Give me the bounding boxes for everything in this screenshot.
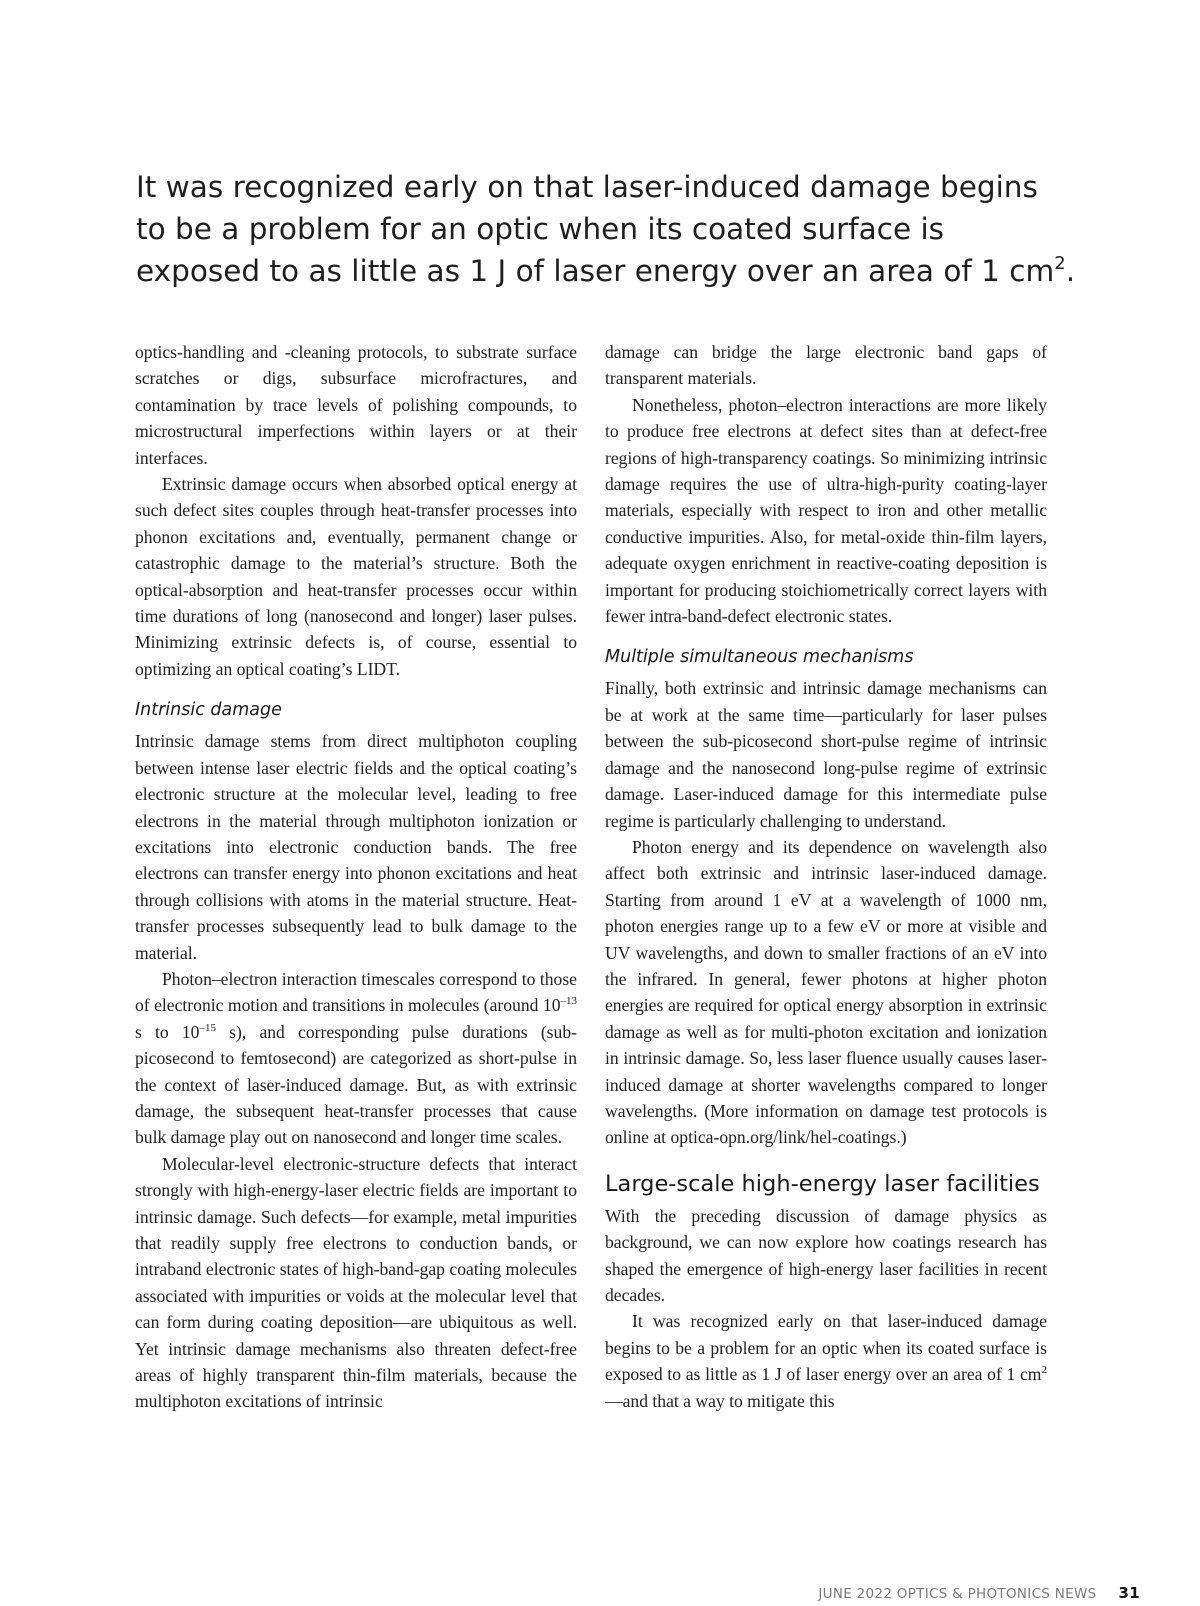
pull-quote-superscript: 2 [1054,253,1066,274]
text-run: Photon–electron interaction timescales correspond to those of electronic motion and transitions in molecules (around 10 [135,968,577,1016]
paragraph: Finally, both extrinsic and intrinsic damage mechanisms can be at work at the same time—particularly for laser pulses between the sub-picosecond short-pulse regime of intrinsic damage and the nanosecond long-pulse regime of extrinsic damage. Laser-induced damage for this intermediate pulse regime is particularly challenging to understand. [605,678,1047,831]
paragraph [605,1308,1047,1414]
text-run: —and that a way to mitigate this [605,1390,835,1411]
text-run: s), and corresponding pulse durations (sub-picosecond to femtosecond) are categorized as short-pulse in the context of laser-induced damage. But, as with extrinsic damage, the subsequent heat-transfer processes that cause bulk damage play out on nanosecond and longer time scales. [135,1021,577,1148]
paragraph: Photon energy and its dependence on wavelength also affect both extrinsic and intrinsic laser-induced damage. Starting from around 1 eV at a wavelength of 1000 nm, photon energies range up to a few eV or more at visible and UV wavelengths, and down to smaller fractions of an eV into the infrared. In general, fewer photons at higher photon energies are required for optical energy absorption in extrinsic damage as well as for multi-photon excitation and ionization in intrinsic damage. So, less laser fluence usually causes laser-induced damage at shorter wavelengths compared to longer wavelengths. (More information on damage test protocols is online at optica-opn.org/link/hel-coatings.) [605,836,1047,1148]
pull-quote-text: It was recognized early on that laser-induced damage begins to be a problem for an optic when its coated surface is exposed to as little as 1 J of laser energy over an area of 1 cm [136,170,1055,288]
pull-quote-end: . [1065,254,1076,288]
paragraph: Intrinsic damage stems from direct multiphoton coupling between intense laser electric fields and the optical coating’s electronic structure at the molecular level, leading to free electrons in the material through multiphoton ionization or excitations into electronic conduction bands. The free electrons can transfer energy into phonon excitations and heat through collisions with atoms in the material structure. Heat-transfer processes subsequently lead to bulk damage to the material. [135,731,577,963]
paragraph: With the preceding discussion of damage physics as background, we can now explore how coatings research has shaped the emergence of high-energy laser facilities in recent decades. [605,1205,1047,1305]
text-run: s to 10 [135,1021,200,1042]
page-number: 31 [1118,1584,1140,1602]
exponent: –15 [199,1021,216,1034]
subheading-intrinsic-damage: Intrinsic damage [135,700,282,721]
paragraph: Extrinsic damage occurs when absorbed optical energy at such defect sites couples through heat-transfer processes into phonon excitations and, eventually, permanent change or catastrophic damage to the material’s structure. Both the optical-absorption and heat-transfer processes occur within time durations of long (nanosecond and longer) laser pulses. Minimizing extrinsic defects is, of course, essential to optimizing an optical coating’s LIDT. [135,474,577,679]
paragraph: damage can bridge the large electronic band gaps of transparent materials. [605,342,1047,389]
paragraph: Molecular-level electronic-structure defects that interact strongly with high-energy-laser electric fields are important to intrinsic damage. Such defects—for example, metal impurities that readily supply free electrons to conduction bands, or intraband electronic states of high-band-gap coating molecules associated with impurities or voids at the molecular level that can form during coating deposition—are ubiquitous as well. Yet intrinsic damage mechanisms also threaten defect-free areas of highly transparent thin-film materials, because the multiphoton excitations of intrinsic [135,1153,577,1412]
page-footer [600,1584,1140,1602]
left-column [135,339,577,1415]
text-run: It was recognized early on that laser-induced damage begins to be a problem for an optic when its coated surface is exposed to as little as 1 J of laser energy over an area of 1 cm [605,1311,1047,1385]
paragraph: Nonetheless, photon–electron interactions are more likely to produce free electrons at defect sites than at defect-free regions of high-transparency coatings. So minimizing intrinsic damage requires the use of ultra-high-purity coating-layer materials, especially with respect to iron and other metallic conductive impurities. Also, for metal-oxide thin-film layers, adequate oxygen enrichment in reactive-coating deposition is important for producing stoichiometrically correct layers with fewer intra-band-defect electronic states. [605,394,1047,627]
paragraph: optics-handling and -cleaning protocols, to substrate surface scratches or digs, subsurface microfractures, and contamination by trace levels of polishing compounds, to microstructural imperfections within layers or at their interfaces. [135,342,577,468]
exponent: 2 [1041,1364,1047,1377]
issue-label: JUNE 2022 OPTICS & PHOTONICS NEWS [818,1586,1097,1602]
subheading-multiple-mechanisms: Multiple simultaneous mechanisms [605,647,914,668]
section-heading-facilities: Large-scale high-energy laser facilities [605,1170,1040,1197]
exponent: –13 [560,995,577,1008]
right-column [605,339,1047,1414]
pull-quote [136,166,1076,292]
paragraph [135,966,577,1151]
